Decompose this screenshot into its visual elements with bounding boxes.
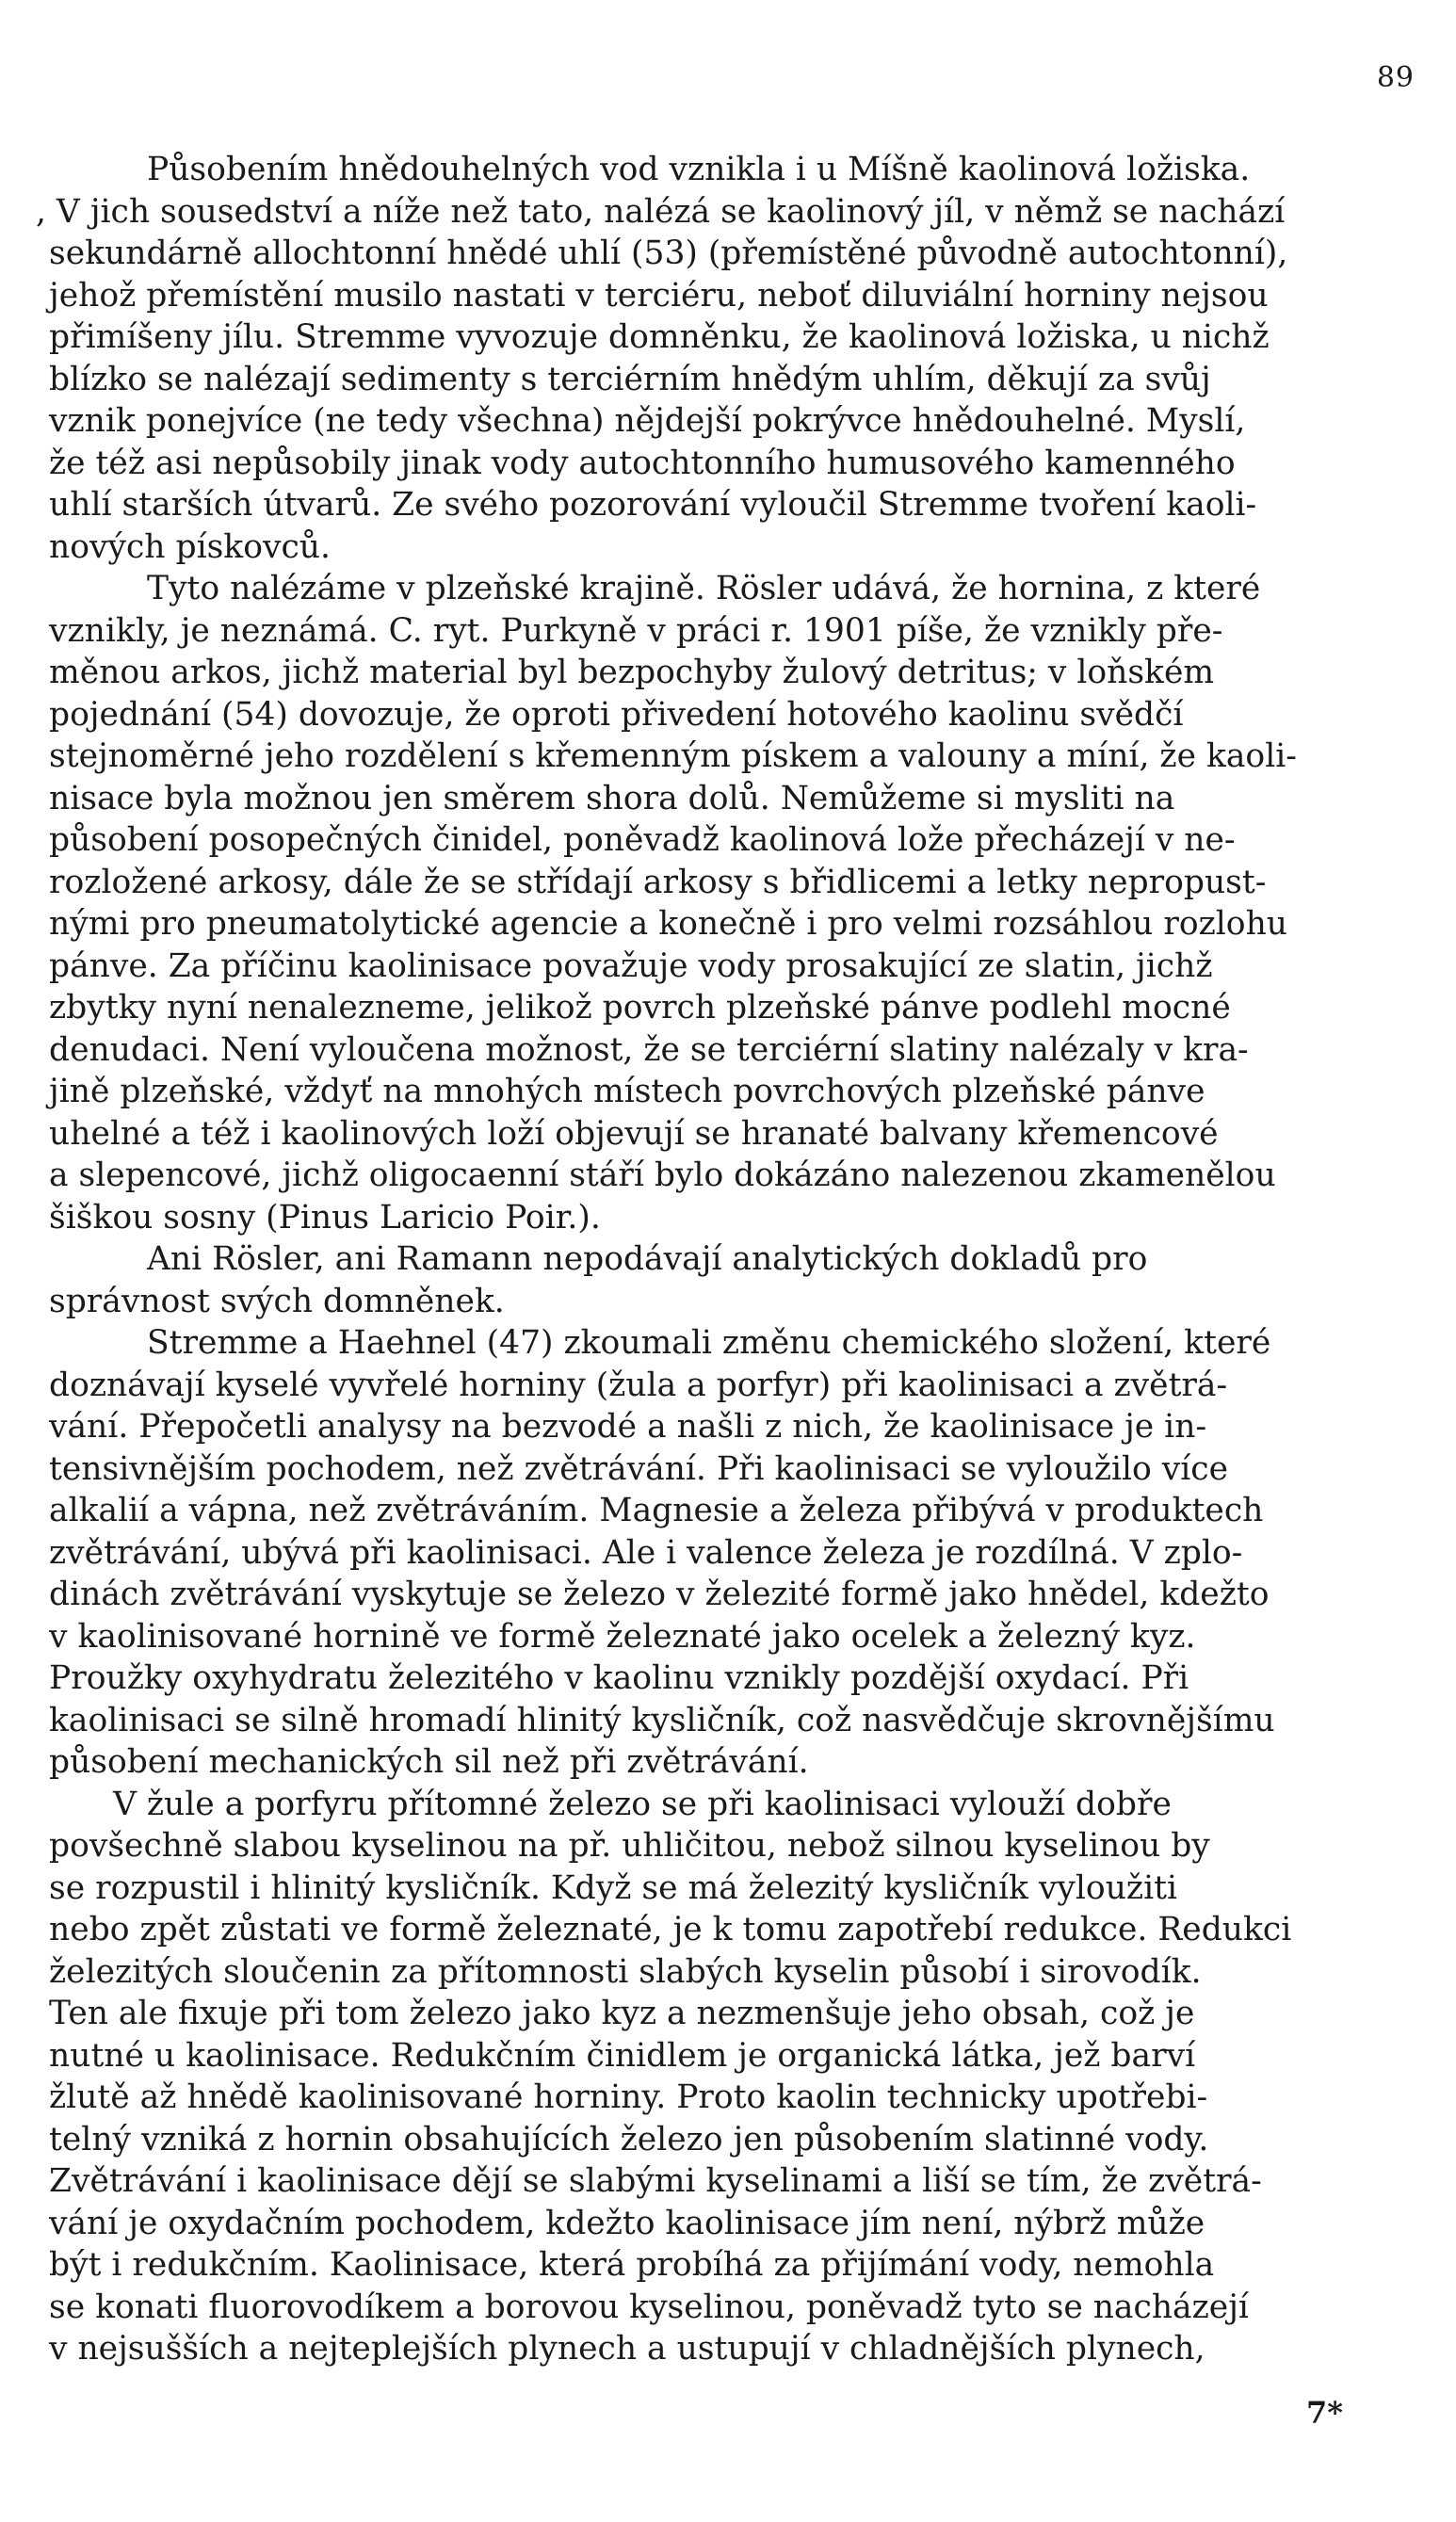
text-line: uhelné a též i kaolinových loží objevují se hranaté balvany křemencové [49,1114,1219,1153]
text-line: vznik ponejvíce (ne tedy všechna) nějdejší pokrývce hnědouhelné. Myslí, [49,402,1246,440]
text-line: Ani Rösler, ani Ramann nepodávají analytických dokladů pro [147,1240,1148,1278]
text-line: tensivnějším pochodem, než zvětrávání. Při kaolinisaci se vyloužilo více [49,1449,1229,1488]
text-line: šiškou sosny (Pinus Laricio Poir.). [49,1198,601,1237]
text-line: správnost svých domněnek. [49,1282,505,1320]
text-line: působení mechanických sil než při zvětrávání. [49,1743,809,1781]
text-line: a slepencové, jichž oligocaenní stáří bylo dokázáno nalezenou zkamenělou [49,1156,1276,1194]
text-line: se rozpustil i hlinitý kysličník. Když se má železitý kysličník vyloužiti [49,1868,1178,1907]
text-line: vání. Přepočetli analysy na bezvodé a našli z nich, že kaolinisace je in- [49,1408,1207,1446]
text-line: Působením hnědouhelných vod vznikla i u Míšně kaolinová ložiska. [147,151,1251,188]
text-line: nutné u kaolinisace. Redukčním činidlem je organická látka, jež barví [49,2036,1196,2075]
text-line: vání je oxydačním pochodem, kdežto kaolinisace jím není, nýbrž může [49,2204,1205,2242]
text-line: alkalií a vápna, než zvětráváním. Magnesie a železa přibývá v produktech [49,1492,1264,1529]
text-line: Tyto nalézáme v plzeňské krajině. Rösler udává, že hornina, z které [147,570,1261,607]
text-line: uhlí starších útvarů. Ze svého pozorování vyloučil Stremme tvoření kaoli- [49,486,1257,524]
text-line: být i redukčním. Kaolinisace, která probíhá za přijímání vody, nemohla [49,2246,1215,2284]
text-line: Stremme a Haehnel (47) zkoumali změnu chemického složení, které [147,1324,1271,1362]
text-line: nových pískovců. [49,527,331,566]
text-line: jině plzeňské, vždyť na mnohých místech povrchových plzeňské pánve [49,1073,1205,1110]
text-line: sekundárně allochtonní hnědé uhlí (53) (přemístěné původně autochtonní), [49,234,1288,272]
text-line: žlutě až hnědě kaolinisované horniny. Proto kaolin technicky upotřebi- [49,2078,1208,2116]
text-line: rozložené arkosy, dále že se střídají arkosy s břidlicemi a letky nepropust- [49,863,1267,901]
text-line: železitých sloučenin za přítomnosti slabých kyselin působí i sirovodík. [49,1952,1202,1991]
text-line: že též asi nepůsobily jinak vody autochtonního humusového kamenného [49,444,1236,482]
text-line: , V jich sousedství a níže než tato, nalézá se kaolinový jíl, v němž se nachází [36,192,1286,231]
text-line: V žule a porfyru přítomné železo se při kaolinisaci vylouží dobře [113,1785,1172,1823]
text-line: se konati fluorovodíkem a borovou kyselinou, poněvadž tyto se nacházejí [49,2288,1249,2326]
text-line: dinách zvětrávání vyskytuje se železo v železité formě jako hnědel, kdežto [49,1576,1270,1613]
text-line: kaolinisaci se silně hromadí hlinitý kysličník, což nasvědčuje skrovnějšímu [49,1701,1275,1739]
text-line: v nejsušších a nejteplejších plynech a ustupují v chladnějších plynech, [49,2330,1205,2368]
text-line: nebo zpět zůstati ve formě železnaté, je k tomu zapotřebí redukce. Redukci [49,1911,1292,1948]
signature-mark: 7* [1306,2395,1343,2431]
text-line: povšechně slabou kyselinou na př. uhličitou, nebož silnou kyselinou by [49,1827,1210,1865]
text-line: nými pro pneumatolytické agencie a konečně i pro velmi rozsáhlou rozlohu [49,905,1288,943]
text-line: doznávají kyselé vyvřelé horniny (žula a porfyr) při kaolinisaci a zvětrá- [49,1366,1228,1404]
page-number: 89 [1376,61,1415,94]
text-line: blízko se nalézají sedimenty s terciérním hnědým uhlím, děkují za svůj [49,360,1211,398]
text-line: Zvětrávání i kaolinisace dějí se slabými kyselinami a liší se tím, že zvětrá- [49,2162,1262,2200]
body-text [36,149,1413,2370]
text-line: měnou arkos, jichž material byl bezpochyby žulový detritus; v loňském [49,654,1215,691]
text-line: Proužky oxyhydratu železitého v kaolinu vznikly pozdější oxydací. Při [49,1659,1189,1697]
text-line: vznikly, je neznámá. C. ryt. Purkyně v práci r. 1901 píše, že vznikly pře- [49,611,1223,650]
text-line: jehož přemístění musilo nastati v terciéru, neboť diluviální horniny nejsou [49,276,1269,315]
text-line: nisace byla možnou jen směrem shora dolů. Nemůžeme si mysliti na [49,779,1175,817]
text-line: působení posopečných činidel, poněvadž kaolinová lože přecházejí v ne- [49,821,1236,859]
text-line: Ten ale fixuje při tom železo jako kyz a nezmenšuje jeho obsah, což je [49,1995,1195,2032]
text-line: telný vzniká z hornin obsahujících železo jen působením slatinné vody. [49,2120,1209,2158]
text-line: v kaolinisované hornině ve formě železnaté jako ocelek a železný kyz. [49,1617,1196,1656]
text-line: stejnoměrné jeho rozdělení s křemenným pískem a valouny a míní, že kaoli- [49,737,1297,775]
text-line: zvětrávání, ubývá při kaolinisaci. Ale i valence železa je rozdílná. V zplo- [49,1533,1243,1572]
text-line: pojednání (54) dovozuje, že oproti přivedení hotového kaolinu svědčí [49,695,1184,734]
text-line: přimíšeny jílu. Stremme vyvozuje domněnku, že kaolinová ložiska, u nichž [49,318,1270,356]
text-line: pánve. Za příčinu kaolinisace považuje vody prosakující ze slatin, jichž [49,946,1213,985]
text-line: denudaci. Není vyloučena možnost, že se terciérní slatiny nalézaly v kra- [49,1030,1249,1069]
text-line: zbytky nyní nenalezneme, jelikož povrch plzeňské pánve podlehl mocné [49,989,1231,1027]
